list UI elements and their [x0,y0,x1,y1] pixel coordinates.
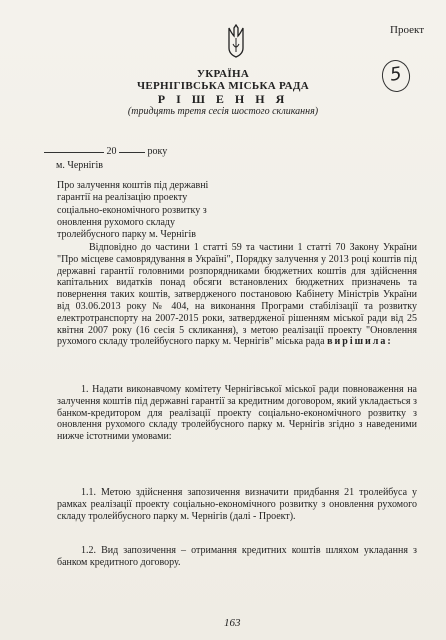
city-name: м. Чернігів [56,160,103,171]
clause-1-2: 1.2. Вид запозичення – отримання кредитних коштів шляхом укладання з банком кредитного договору. [57,545,417,568]
clause-1-1: 1.1. Метою здійснення запозичення визначити придбання 21 тролейбуса у рамках реалізації проекту соціально-економічного розвитку з оновлення рухомого складу тролейбусного парку м. Чернігів (далі - Проект). [57,487,417,522]
preamble-text: Відповідно до частини 1 статті 59 та частини 1 статті 70 Закону України "Про місцеве самоврядування в Україні", Порядку залучення у 2013 році коштів під державні гарантії головними розпорядниками бюджетних коштів для здійснення капітальних видатків понад обсяги встановлених бюджетних призначень та повернення таких коштів, затвердженого постановою Кабінету Міністрів України від 03.06.2013 року № 404, на виконання Програми стабілізації та розвитку електротранспорту на 2007-2015 роки, затвердженої рішенням міської ради від 25 квітня 2007 року (16 сесія 5 скликання), з метою реалізації проекту "Оновлення рухомого складу тролейбусного парку м. Чернігів" міська рада [57,242,417,348]
subject-line: гарантії на реалізацію проекту [57,192,188,204]
council-title: ЧЕРНІГІВСЬКА МІСЬКА РАДА [137,80,309,92]
subject-line: тролейбусного парку м. Чернігів [57,229,196,241]
clause-1: 1. Надати виконавчому комітету Чернігівської міської ради повноваження на залучення коштів під державні гарантії за кредитним договором, який укладається з банком-кредитором для реалізації проекту соціально-економічного розвитку з оновлення рухомого складу тролейбусного парку м. Чернігів згідно з наведеними нижче істотними умовами: [57,384,417,443]
date-day: 20 [106,146,117,157]
date-year-word: року [147,146,168,157]
decision-title: Р І Ш Е Н Н Я [157,92,289,106]
subject-line: соціально-економічного розвитку з [57,204,207,216]
preamble-paragraph [57,242,417,348]
handwritten-number-stamp: 5 [380,58,412,94]
subject-line: Про залучення коштів під державні [57,180,209,191]
draft-label: Проект [390,24,424,36]
page-number: 163 [224,617,241,629]
date-blank-year [119,152,145,153]
session-subtitle: (тридцять третя сесія шостого скликання) [127,106,319,117]
resolution-word: вирішила: [327,336,393,348]
date-line [44,146,167,157]
decision-subject [57,180,281,241]
date-blank [44,152,104,153]
country-title: УКРАЇНА [196,68,250,80]
trident-emblem-icon [226,24,246,60]
subject-line: оновлення рухомого складу [57,216,175,228]
